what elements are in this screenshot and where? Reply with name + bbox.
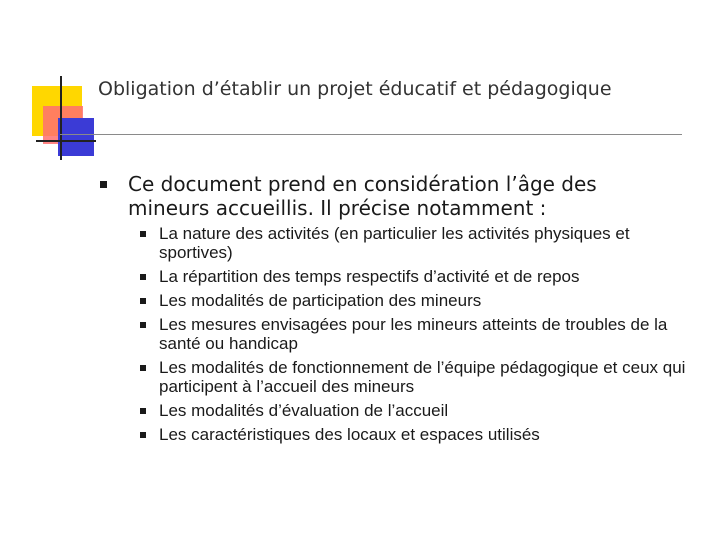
sub-bullet-text: La répartition des temps respectifs d’activité et de repos bbox=[159, 267, 580, 286]
square-bullet-icon bbox=[140, 365, 146, 371]
square-bullet-icon bbox=[140, 408, 146, 414]
slide-title: Obligation d’établir un projet éducatif et pédagogique bbox=[98, 78, 612, 100]
square-bullet-icon bbox=[140, 231, 146, 237]
sub-bullet-item bbox=[140, 224, 700, 262]
square-bullet-icon bbox=[140, 432, 146, 438]
sub-bullet-text: La nature des activités (en particulier les activités physiques et sportives) bbox=[159, 224, 630, 262]
sub-bullet-item bbox=[140, 291, 700, 310]
sub-bullet-text: Les modalités de fonctionnement de l’équipe pédagogique et ceux qui participent à l’accueil des mineurs bbox=[159, 358, 686, 396]
sub-bullet-item bbox=[140, 358, 700, 396]
square-bullet-icon bbox=[140, 274, 146, 280]
title-underline bbox=[60, 134, 682, 135]
sub-bullet-text: Les caractéristiques des locaux et espaces utilisés bbox=[159, 425, 540, 444]
sub-bullet-item bbox=[140, 267, 700, 286]
sub-bullet-item bbox=[140, 401, 700, 420]
main-bullet-text: Ce document prend en considération l’âge des mineurs accueillis. Il précise notamment : bbox=[128, 172, 597, 220]
sub-bullet-text: Les modalités d’évaluation de l’accueil bbox=[159, 401, 449, 420]
logo-horizontal-line bbox=[36, 140, 96, 142]
sub-bullet-list bbox=[140, 224, 700, 449]
logo-blue-square bbox=[58, 118, 94, 156]
logo-vertical-line bbox=[60, 76, 62, 160]
sub-bullet-text: Les modalités de participation des mineurs bbox=[159, 291, 482, 310]
sub-bullet-item bbox=[140, 315, 700, 353]
square-bullet-icon bbox=[100, 181, 107, 188]
sub-bullet-text: Les mesures envisagées pour les mineurs atteints de troubles de la santé ou handicap bbox=[159, 315, 668, 353]
square-bullet-icon bbox=[140, 322, 146, 328]
square-bullet-icon bbox=[140, 298, 146, 304]
sub-bullet-item bbox=[140, 425, 700, 444]
